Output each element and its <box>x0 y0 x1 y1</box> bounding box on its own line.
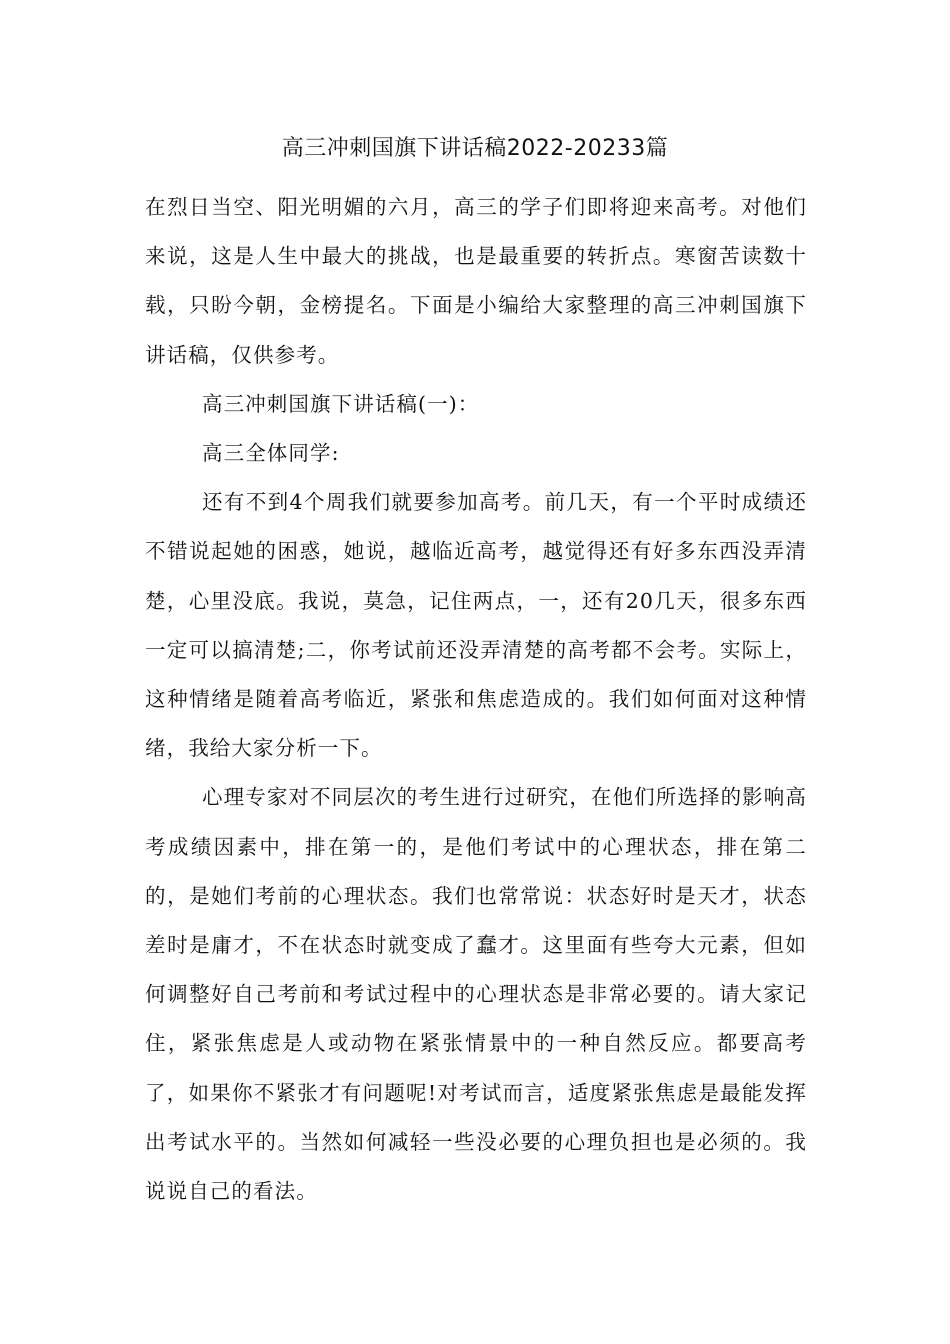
document-title: 高三冲刺国旗下讲话稿2022-20233篇 <box>281 136 669 161</box>
body-paragraph: 心理专家对不同层次的考生进行过研究，在他们所选择的影响高考成绩因素中，排在第一的，是他们考试中的心理状态，排在第二的，是她们考前的心理状态。我们也常常说：状态好时是天才，状态差时是庸才，不在状态时就变成了蠢才。这里面有些夸大元素，但如何调整好自己考前和考试过程中的心理状态是非常必要的。请大家记住，紧张焦虑是人或动物在紧张情景中的一种自然反应。都要高考了，如果你不紧张才有问题呢!对考试而言，适度紧张焦虑是最能发挥出考试水平的。当然如何减轻一些没必要的心理负担也是必须的。我说说自己的看法。 <box>145 785 807 1204</box>
intro-paragraph: 在烈日当空、阳光明媚的六月，高三的学子们即将迎来高考。对他们来说，这是人生中最大的挑战，也是最重要的转折点。寒窗苦读数十载，只盼今朝，金榜提名。下面是小编给大家整理的高三冲刺国旗下讲话稿，仅供参考。 <box>145 195 807 367</box>
section-heading: 高三冲刺国旗下讲话稿(一)： <box>202 391 480 416</box>
salutation: 高三全体同学: <box>202 441 340 466</box>
body-paragraph: 还有不到4个周我们就要参加高考。前几天，有一个平时成绩还不错说起她的困惑，她说，越临近高考，越觉得还有好多东西没弄清楚，心里没底。我说，莫急，记住两点，一，还有20几天，很多东西一定可以搞清楚;二，你考试前还没弄清楚的高考都不会考。实际上， 这种情绪是随着高考临近，紧张和焦虑造成的。我们如何面对这种情绪，我给大家分析一下。 <box>145 490 807 761</box>
document-body <box>145 183 807 1216</box>
